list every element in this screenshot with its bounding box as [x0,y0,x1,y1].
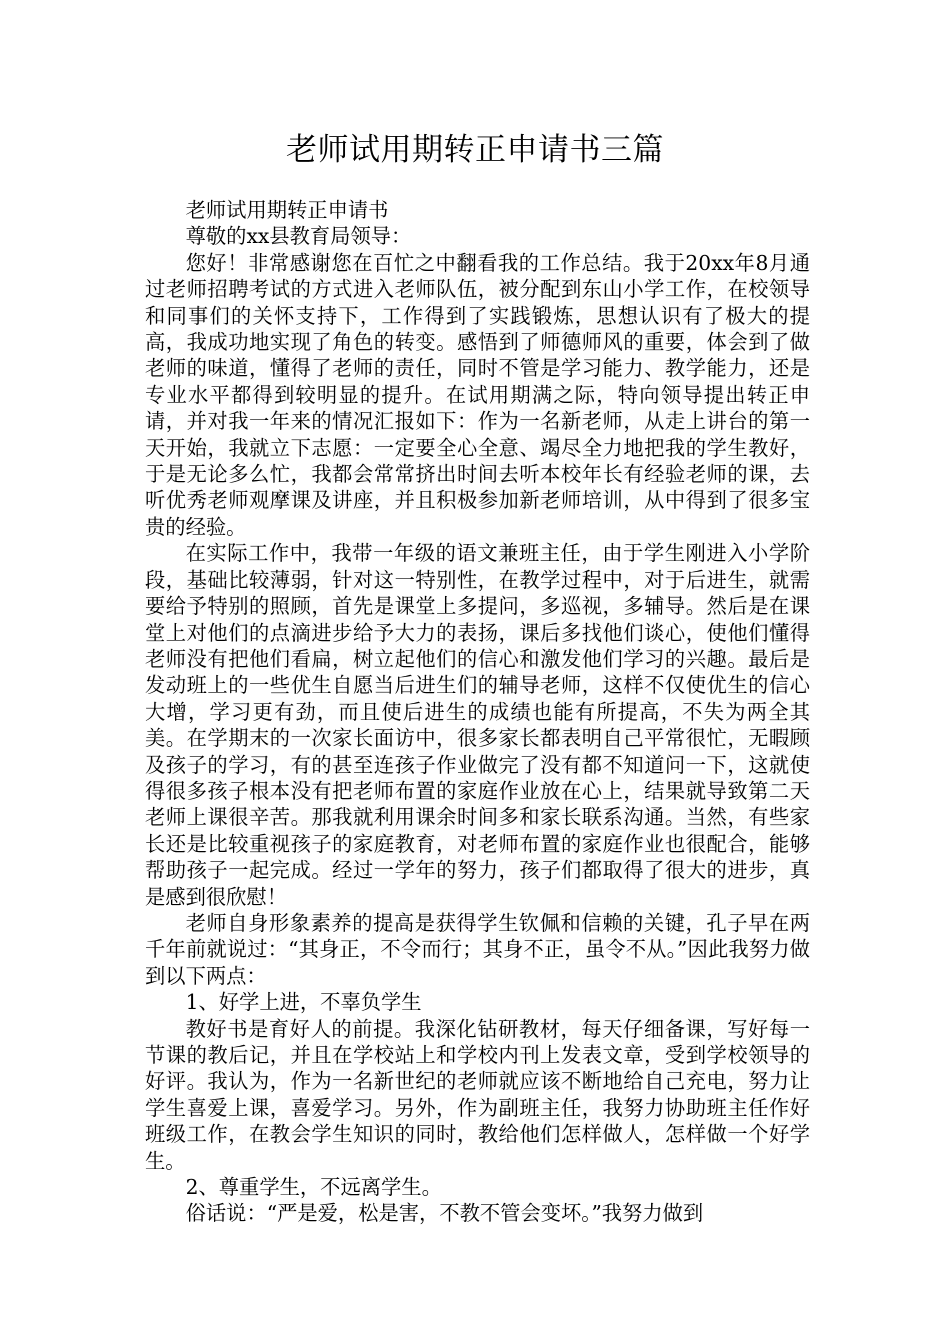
section-heading: 1、好学上进，不辜负学生 [185,990,422,1015]
body-paragraph: 老师自身形象素养的提高是获得学生钦佩和信赖的关键，孔子早在两千年前就说过：“其身正，不令而行；其身不正，虽令不从。”因此我努力做到以下两点： [145,910,810,988]
document-body [145,197,810,1227]
body-paragraph: 俗话说：“严是爱，松是害，不教不管会变坏。”我努力做到 [185,1201,704,1226]
letter-subject: 老师试用期转正申请书 [185,198,389,222]
body-paragraph: 在实际工作中，我带一年级的语文兼班主任，由于学生刚进入小学阶段，基础比较薄弱，针对这一特别性，在教学过程中，对于后进生，就需要给予特别的照顾，首先是课堂上多提问，多巡视，多辅导。然后是在课堂上对他们的点滴进步给予大力的表扬，课后多找他们谈心，使他们懂得老师没有把他们看扁，树立起他们的信心和激发他们学习的兴趣。最后是发动班上的一些优生自愿当后进生们的辅导老师，这样不仅使优生的信心大增，学习更有劲，而且使后进生的成绩也能有所提高，不失为两全其美。在学期末的一次家长面访中，很多家长都表明自己平常很忙，无暇顾及孩子的学习，有的甚至连孩子作业做完了没有都不知道问一下，这就使得很多孩子根本没有把老师布置的家庭作业放在心上，结果就导致第二天老师上课很辛苦。那我就利用课余时间多和家长联系沟通。当然，有些家长还是比较重视孩子的家庭教育，对老师布置的家庭作业也很配合，能够帮助孩子一起完成。经过一学年的努力，孩子们都取得了很大的进步，真是感到很欣慰！ [145,541,810,909]
section-heading: 2、尊重学生，不远离学生。 [185,1175,442,1200]
body-paragraph: 教好书是育好人的前提。我深化钻研教材，每天仔细备课，写好每一节课的教后记，并且在学校站上和学校内刊上发表文章，受到学校领导的好评。我认为，作为一名新世纪的老师就应该不断地给自己充电，努力让学生喜爱上课，喜爱学习。另外，作为副班主任，我努力协助班主任作好班级工作，在教会学生知识的同时，教给他们怎样做人，怎样做一个好学生。 [145,1016,810,1173]
document-title: 老师试用期转正申请书三篇 [286,132,664,168]
body-paragraph: 您好！非常感谢您在百忙之中翻看我的工作总结。我于20xx年8月通过老师招聘考试的方式进入老师队伍，被分配到东山小学工作，在校领导和同事们的关怀支持下，工作得到了实践锻炼，思想认识有了极大的提高，我成功地实现了角色的转变。感悟到了师德师风的重要，体会到了做老师的味道，懂得了老师的责任，同时不管是学习能力、教学能力，还是专业水平都得到较明显的提升。在试用期满之际，特向领导提出转正申请，并对我一年来的情况汇报如下：作为一名新老师，从走上讲台的第一天开始，我就立下志愿：一定要全心全意、竭尽全力地把我的学生教好，于是无论多么忙，我都会常常挤出时间去听本校年长有经验老师的课，去听优秀老师观摩课及讲座，并且积极参加新老师培训，从中得到了很多宝贵的经验。 [145,250,810,539]
letter-salutation: 尊敬的xx县教育局领导： [185,224,412,249]
